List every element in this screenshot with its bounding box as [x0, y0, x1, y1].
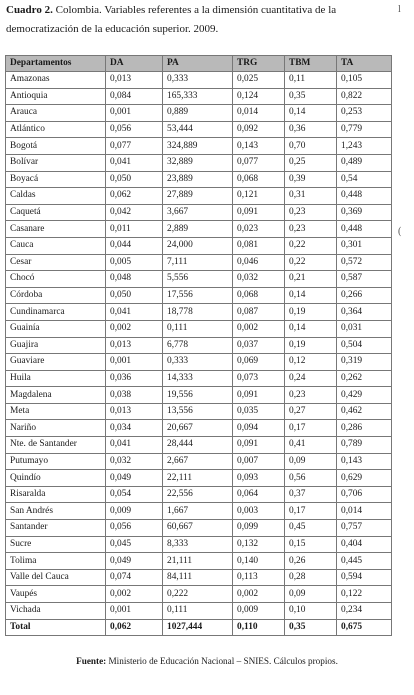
value-cell: 0,064	[233, 486, 285, 503]
value-cell: 0,002	[233, 586, 285, 603]
value-cell: 23,889	[163, 171, 233, 188]
value-cell: 0,002	[106, 320, 163, 337]
department-cell: Cesar	[6, 254, 106, 271]
value-cell: 0,286	[337, 420, 392, 437]
value-cell: 0,333	[163, 354, 233, 371]
value-cell: 0,35	[285, 88, 337, 105]
value-cell: 0,19	[285, 337, 337, 354]
value-cell: 0,077	[106, 138, 163, 155]
value-cell: 0,369	[337, 204, 392, 221]
value-cell: 0,050	[106, 171, 163, 188]
column-header: TA	[337, 56, 392, 72]
column-header: PA	[163, 56, 233, 72]
value-cell: 0,099	[233, 520, 285, 537]
value-cell: 0,002	[233, 320, 285, 337]
value-cell: 0,222	[163, 586, 233, 603]
value-cell: 0,037	[233, 337, 285, 354]
value-cell: 32,889	[163, 154, 233, 171]
value-cell: 0,22	[285, 254, 337, 271]
value-cell: 0,448	[337, 188, 392, 205]
value-cell: 0,001	[106, 603, 163, 620]
value-cell: 0,105	[337, 72, 392, 89]
value-cell: 0,12	[285, 354, 337, 371]
value-cell: 0,70	[285, 138, 337, 155]
table-row	[6, 271, 392, 288]
value-cell: 0,049	[106, 470, 163, 487]
value-cell: 84,111	[163, 569, 233, 586]
value-cell: 324,889	[163, 138, 233, 155]
table-row	[6, 320, 392, 337]
value-cell: 0,504	[337, 337, 392, 354]
value-cell: 0,041	[106, 437, 163, 454]
value-cell: 0,706	[337, 486, 392, 503]
value-cell: 0,005	[106, 254, 163, 271]
source-label: Fuente:	[76, 656, 107, 666]
value-cell: 0,56	[285, 470, 337, 487]
value-cell: 0,025	[233, 72, 285, 89]
value-cell: 0,056	[106, 121, 163, 138]
value-cell: 0,17	[285, 503, 337, 520]
value-cell: 0,111	[163, 320, 233, 337]
department-cell: Bogotá	[6, 138, 106, 155]
value-cell: 0,035	[233, 403, 285, 420]
table-row	[6, 470, 392, 487]
table-row	[6, 121, 392, 138]
table-row	[6, 304, 392, 321]
source-text: Ministerio de Educación Nacional – SNIES. Cálculos propios.	[106, 656, 338, 666]
value-cell: 2,889	[163, 221, 233, 238]
department-cell: Sucre	[6, 536, 106, 553]
value-cell: 0,364	[337, 304, 392, 321]
department-cell: Amazonas	[6, 72, 106, 89]
value-cell: 0,041	[106, 154, 163, 171]
table-row	[6, 154, 392, 171]
value-cell: 0,001	[106, 354, 163, 371]
value-cell: 0,093	[233, 470, 285, 487]
value-cell: 0,031	[337, 320, 392, 337]
value-cell: 7,111	[163, 254, 233, 271]
table-row	[6, 453, 392, 470]
value-cell: 0,084	[106, 88, 163, 105]
value-cell: 0,09	[285, 586, 337, 603]
value-cell: 0,19	[285, 304, 337, 321]
value-cell: 1,667	[163, 503, 233, 520]
value-cell: 0,068	[233, 171, 285, 188]
department-cell: Tolima	[6, 553, 106, 570]
department-cell: Huila	[6, 370, 106, 387]
total-value-cell: 1027,444	[163, 619, 233, 636]
value-cell: 0,445	[337, 553, 392, 570]
department-cell: Risaralda	[6, 486, 106, 503]
table-header-row	[6, 56, 392, 72]
value-cell: 60,667	[163, 520, 233, 537]
value-cell: 0,091	[233, 437, 285, 454]
value-cell: 0,39	[285, 171, 337, 188]
value-cell: 0,489	[337, 154, 392, 171]
value-cell: 0,587	[337, 271, 392, 288]
value-cell: 21,111	[163, 553, 233, 570]
department-cell: Magdalena	[6, 387, 106, 404]
value-cell: 0,319	[337, 354, 392, 371]
value-cell: 0,789	[337, 437, 392, 454]
total-value-cell: 0,35	[285, 619, 337, 636]
value-cell: 0,45	[285, 520, 337, 537]
value-cell: 28,444	[163, 437, 233, 454]
table-row	[6, 536, 392, 553]
value-cell: 0,301	[337, 237, 392, 254]
value-cell: 0,014	[233, 105, 285, 122]
value-cell: 3,667	[163, 204, 233, 221]
department-cell: Quindío	[6, 470, 106, 487]
value-cell: 0,122	[337, 586, 392, 603]
department-cell: Cauca	[6, 237, 106, 254]
table-row	[6, 420, 392, 437]
value-cell: 0,032	[106, 453, 163, 470]
page-edge-mark: (	[398, 226, 402, 237]
value-cell: 14,333	[163, 370, 233, 387]
value-cell: 0,779	[337, 121, 392, 138]
value-cell: 0,007	[233, 453, 285, 470]
value-cell: 0,081	[233, 237, 285, 254]
value-cell: 0,054	[106, 486, 163, 503]
value-cell: 0,094	[233, 420, 285, 437]
value-cell: 0,013	[106, 337, 163, 354]
column-header: DA	[106, 56, 163, 72]
department-cell: Bolívar	[6, 154, 106, 171]
value-cell: 0,113	[233, 569, 285, 586]
value-cell: 0,014	[337, 503, 392, 520]
table-row	[6, 437, 392, 454]
table-row	[6, 569, 392, 586]
value-cell: 0,042	[106, 204, 163, 221]
value-cell: 0,091	[233, 204, 285, 221]
value-cell: 0,23	[285, 204, 337, 221]
value-cell: 0,143	[233, 138, 285, 155]
value-cell: 18,778	[163, 304, 233, 321]
value-cell: 0,041	[106, 304, 163, 321]
table-row	[6, 188, 392, 205]
column-header: TRG	[233, 56, 285, 72]
value-cell: 0,14	[285, 320, 337, 337]
value-cell: 0,448	[337, 221, 392, 238]
value-cell: 0,25	[285, 154, 337, 171]
table-row	[6, 354, 392, 371]
value-cell: 0,044	[106, 237, 163, 254]
value-cell: 0,23	[285, 387, 337, 404]
value-cell: 13,556	[163, 403, 233, 420]
value-cell: 0,429	[337, 387, 392, 404]
value-cell: 0,056	[106, 520, 163, 537]
department-cell: Guaviare	[6, 354, 106, 371]
value-cell: 0,049	[106, 553, 163, 570]
value-cell: 0,26	[285, 553, 337, 570]
table-row	[6, 503, 392, 520]
table-row	[6, 337, 392, 354]
value-cell: 0,10	[285, 603, 337, 620]
caption-text: Colombia. Variables referentes a la dimensión cuantitativa de la democratización de la educación superior. 2009.	[6, 4, 337, 35]
department-cell: Caquetá	[6, 204, 106, 221]
value-cell: 0,073	[233, 370, 285, 387]
value-cell: 53,444	[163, 121, 233, 138]
page-edge-mark: l	[398, 4, 401, 15]
department-cell: Chocó	[6, 271, 106, 288]
value-cell: 0,28	[285, 569, 337, 586]
value-cell: 0,09	[285, 453, 337, 470]
value-cell: 0,266	[337, 287, 392, 304]
department-cell: Casanare	[6, 221, 106, 238]
department-cell: Vaupés	[6, 586, 106, 603]
table-row	[6, 171, 392, 188]
value-cell: 0,092	[233, 121, 285, 138]
table-row	[6, 204, 392, 221]
value-cell: 0,013	[106, 72, 163, 89]
value-cell: 0,253	[337, 105, 392, 122]
total-value-cell: 0,675	[337, 619, 392, 636]
value-cell: 0,23	[285, 221, 337, 238]
value-cell: 0,034	[106, 420, 163, 437]
total-value-cell: 0,062	[106, 619, 163, 636]
department-cell: Valle del Cauca	[6, 569, 106, 586]
value-cell: 0,234	[337, 603, 392, 620]
department-cell: Boyacá	[6, 171, 106, 188]
value-cell: 6,778	[163, 337, 233, 354]
table-row	[6, 370, 392, 387]
value-cell: 0,074	[106, 569, 163, 586]
value-cell: 0,077	[233, 154, 285, 171]
table-row	[6, 221, 392, 238]
department-cell: Cundinamarca	[6, 304, 106, 321]
department-cell: San Andrés	[6, 503, 106, 520]
caption-label: Cuadro 2.	[6, 4, 53, 16]
value-cell: 0,27	[285, 403, 337, 420]
value-cell: 22,111	[163, 470, 233, 487]
value-cell: 0,31	[285, 188, 337, 205]
value-cell: 0,17	[285, 420, 337, 437]
value-cell: 0,594	[337, 569, 392, 586]
value-cell: 0,013	[106, 403, 163, 420]
data-table	[5, 55, 392, 636]
value-cell: 0,143	[337, 453, 392, 470]
value-cell: 0,011	[106, 221, 163, 238]
table-row	[6, 403, 392, 420]
value-cell: 0,111	[163, 603, 233, 620]
value-cell: 0,21	[285, 271, 337, 288]
value-cell: 0,462	[337, 403, 392, 420]
value-cell: 0,062	[106, 188, 163, 205]
value-cell: 27,889	[163, 188, 233, 205]
table-row	[6, 387, 392, 404]
department-cell: Santander	[6, 520, 106, 537]
value-cell: 0,333	[163, 72, 233, 89]
department-cell: Nariño	[6, 420, 106, 437]
value-cell: 0,003	[233, 503, 285, 520]
table-row	[6, 138, 392, 155]
value-cell: 0,046	[233, 254, 285, 271]
value-cell: 0,045	[106, 536, 163, 553]
table-row	[6, 603, 392, 620]
value-cell: 0,023	[233, 221, 285, 238]
table-row	[6, 486, 392, 503]
value-cell: 0,54	[337, 171, 392, 188]
column-header: TBM	[285, 56, 337, 72]
total-label-cell: Total	[6, 619, 106, 636]
value-cell: 0,140	[233, 553, 285, 570]
value-cell: 19,556	[163, 387, 233, 404]
table-row	[6, 254, 392, 271]
value-cell: 5,556	[163, 271, 233, 288]
value-cell: 20,667	[163, 420, 233, 437]
value-cell: 0,822	[337, 88, 392, 105]
value-cell: 0,048	[106, 271, 163, 288]
table-row	[6, 72, 392, 89]
department-cell: Caldas	[6, 188, 106, 205]
value-cell: 0,068	[233, 287, 285, 304]
value-cell: 0,002	[106, 586, 163, 603]
value-cell: 165,333	[163, 88, 233, 105]
value-cell: 0,572	[337, 254, 392, 271]
department-cell: Antioquia	[6, 88, 106, 105]
department-cell: Meta	[6, 403, 106, 420]
value-cell: 0,757	[337, 520, 392, 537]
table-caption	[6, 1, 394, 39]
column-header: Departamentos	[6, 56, 106, 72]
department-cell: Guajira	[6, 337, 106, 354]
value-cell: 0,36	[285, 121, 337, 138]
table-row	[6, 586, 392, 603]
value-cell: 0,038	[106, 387, 163, 404]
table-row	[6, 520, 392, 537]
value-cell: 0,24	[285, 370, 337, 387]
value-cell: 0,14	[285, 105, 337, 122]
value-cell: 0,37	[285, 486, 337, 503]
value-cell: 24,000	[163, 237, 233, 254]
value-cell: 1,243	[337, 138, 392, 155]
value-cell: 0,001	[106, 105, 163, 122]
table-row	[6, 237, 392, 254]
total-row	[6, 619, 392, 636]
value-cell: 17,556	[163, 287, 233, 304]
table-row	[6, 105, 392, 122]
value-cell: 0,889	[163, 105, 233, 122]
department-cell: Vichada	[6, 603, 106, 620]
value-cell: 0,14	[285, 287, 337, 304]
value-cell: 0,22	[285, 237, 337, 254]
value-cell: 0,41	[285, 437, 337, 454]
department-cell: Arauca	[6, 105, 106, 122]
source-note	[0, 656, 414, 666]
value-cell: 0,091	[233, 387, 285, 404]
value-cell: 8,333	[163, 536, 233, 553]
value-cell: 0,11	[285, 72, 337, 89]
value-cell: 0,009	[233, 603, 285, 620]
department-cell: Guainía	[6, 320, 106, 337]
value-cell: 0,069	[233, 354, 285, 371]
department-cell: Atlántico	[6, 121, 106, 138]
value-cell: 0,124	[233, 88, 285, 105]
table-row	[6, 88, 392, 105]
value-cell: 0,404	[337, 536, 392, 553]
value-cell: 0,15	[285, 536, 337, 553]
value-cell: 0,262	[337, 370, 392, 387]
department-cell: Nte. de Santander	[6, 437, 106, 454]
table-row	[6, 287, 392, 304]
department-cell: Putumayo	[6, 453, 106, 470]
value-cell: 0,050	[106, 287, 163, 304]
table-row	[6, 553, 392, 570]
value-cell: 0,009	[106, 503, 163, 520]
value-cell: 0,132	[233, 536, 285, 553]
value-cell: 0,036	[106, 370, 163, 387]
department-cell: Córdoba	[6, 287, 106, 304]
value-cell: 0,087	[233, 304, 285, 321]
value-cell: 0,629	[337, 470, 392, 487]
total-value-cell: 0,110	[233, 619, 285, 636]
value-cell: 2,667	[163, 453, 233, 470]
value-cell: 0,121	[233, 188, 285, 205]
value-cell: 22,556	[163, 486, 233, 503]
value-cell: 0,032	[233, 271, 285, 288]
